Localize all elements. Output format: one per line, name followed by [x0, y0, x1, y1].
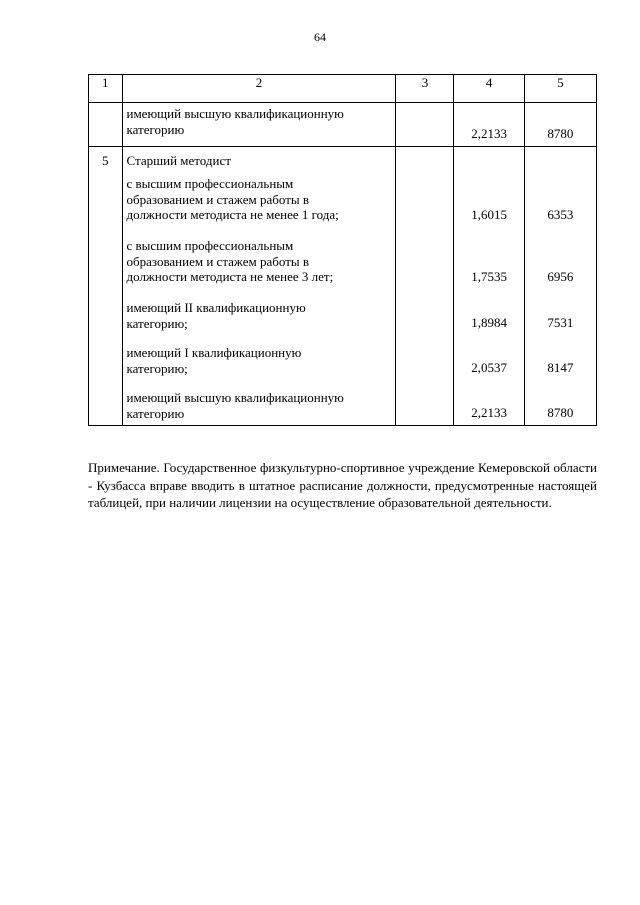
list-item: имеющий II квалификационную категорию;	[126, 300, 306, 331]
table-header-row	[89, 75, 597, 103]
salary-value: 8780	[547, 405, 574, 420]
group-number: 5	[102, 153, 109, 168]
header-col-3: 3	[396, 75, 454, 103]
salary-value: 6353	[547, 207, 574, 222]
table-note: Примечание. Государственное физкультурно-спортивное учреждение Кемеровской области - Кузбасса вправе вводить в штатное расписание должности, предусмотренные настоящей таблицей, при наличии лицензии на осуществление образовательной деятельности.	[88, 460, 597, 510]
salary-value: 8147	[547, 360, 574, 375]
list-item: с высшим профессиональным образованием и стажем работы в должности методиста не менее 3 лет;	[126, 238, 334, 284]
list-item: имеющий высшую квалификационную категорию	[126, 390, 344, 421]
coefficient-value: 1,8984	[471, 315, 508, 330]
header-col-1: 1	[89, 75, 123, 103]
list-item: с высшим профессиональным образованием и стажем работы в должности методиста не менее 1 года;	[126, 176, 339, 222]
salary-table	[88, 74, 597, 426]
salary-value: 8780	[547, 125, 574, 141]
list-item: имеющий I квалификационную категорию;	[126, 345, 302, 376]
group-title: Старший методист	[126, 153, 231, 168]
table-row	[89, 147, 597, 426]
coefficient-value: 2,2133	[471, 405, 508, 420]
table-row	[89, 103, 597, 147]
header-col-4: 4	[454, 75, 524, 103]
page-number: 64	[314, 30, 326, 44]
coefficient-value: 2,0537	[471, 360, 508, 375]
coefficient-value: 1,6015	[471, 207, 508, 222]
header-col-5: 5	[524, 75, 596, 103]
coefficient-value: 1,7535	[471, 269, 508, 284]
row-label: имеющий высшую квалификационную категорию	[126, 106, 344, 137]
header-col-2: 2	[122, 75, 396, 103]
salary-value: 7531	[547, 315, 574, 330]
coefficient-value: 2,2133	[471, 125, 508, 141]
salary-value: 6956	[547, 269, 574, 284]
